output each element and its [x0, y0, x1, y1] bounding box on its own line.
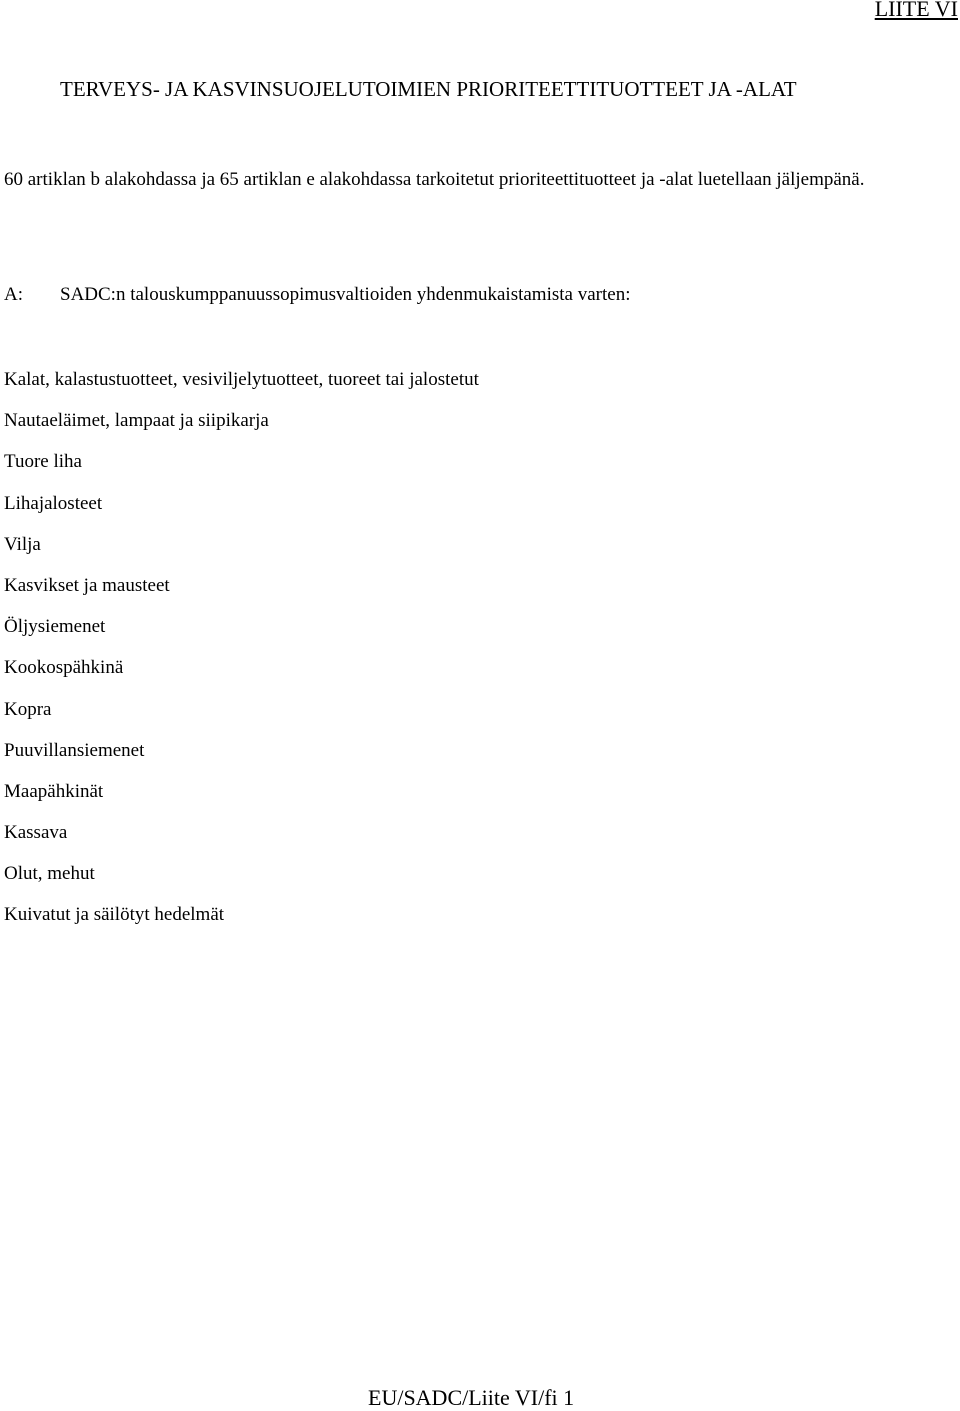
- section-a-heading: [4, 284, 630, 306]
- list-item: Kassava: [4, 822, 68, 844]
- list-item: Kookospähkinä: [4, 657, 124, 679]
- section-a-text: SADC:n talouskumppanuussopimusvaltioiden yhdenmukaistamista varten:: [60, 284, 631, 305]
- list-item: Maapähkinät: [4, 780, 104, 802]
- list-item: Vilja: [4, 533, 41, 555]
- list-item: Tuore liha: [4, 451, 82, 473]
- list-item: Olut, mehut: [4, 863, 95, 885]
- intro-paragraph: 60 artiklan b alakohdassa ja 65 artiklan e alakohdassa tarkoitetut prioriteettituotteet ja -alat luetellaan jäljempänä.: [4, 169, 865, 190]
- list-item: Kalat, kalastustuotteet, vesiviljelytuotteet, tuoreet tai jalostetut: [4, 369, 479, 390]
- section-a-letter: A:: [4, 284, 23, 305]
- priority-products-list: [4, 359, 479, 936]
- list-item: Kasvikset ja mausteet: [4, 574, 170, 596]
- list-item: Kopra: [4, 698, 52, 720]
- list-item: Nautaeläimet, lampaat ja siipikarja: [4, 410, 269, 432]
- document-title: TERVEYS- JA KASVINSUOJELUTOIMIEN PRIORITEETTITUOTTEET JA -ALAT: [60, 77, 797, 101]
- page-footer: EU/SADC/Liite VI/fi 1: [368, 1385, 575, 1410]
- list-item: Kuivatut ja säilötyt hedelmät: [4, 904, 225, 926]
- list-item: Puuvillansiemenet: [4, 739, 145, 761]
- list-item: Öljysiemenet: [4, 616, 106, 638]
- annex-label: LIITE VI: [874, 0, 958, 21]
- list-item: Lihajalosteet: [4, 492, 103, 514]
